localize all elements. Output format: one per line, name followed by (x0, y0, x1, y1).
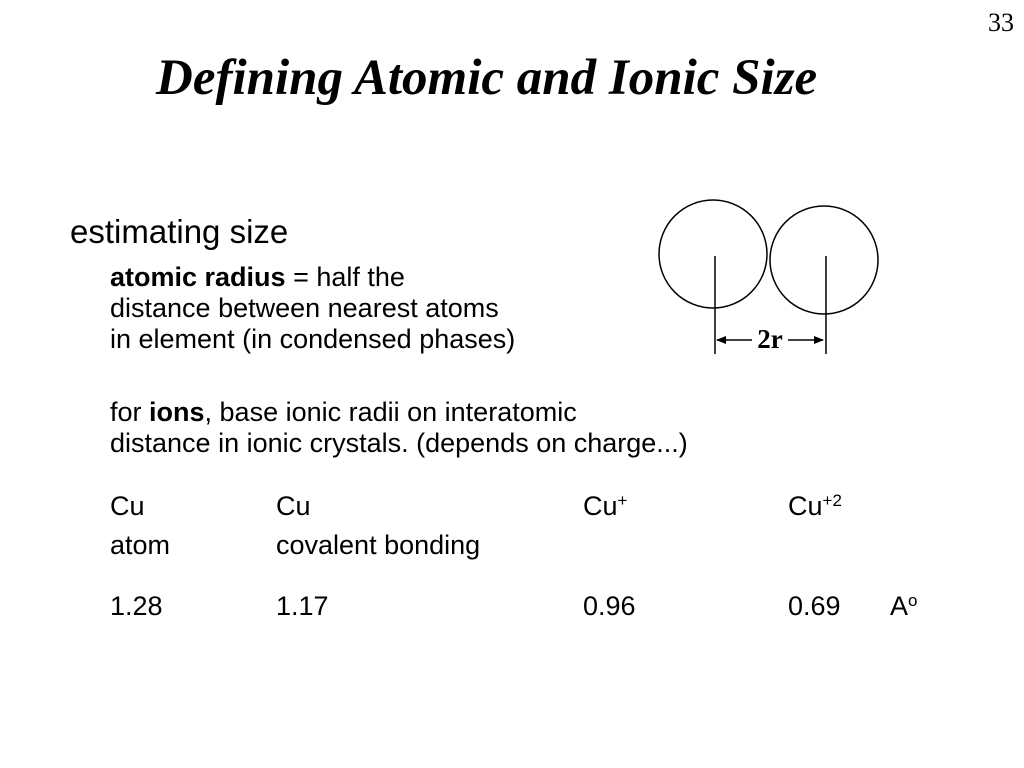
left-atom-circle (659, 200, 767, 308)
col-3-value: 0.96 (583, 591, 636, 621)
col-2-header (276, 490, 311, 522)
col-4-value: 0.69 (788, 591, 841, 621)
col-2-name: Cu (276, 491, 311, 521)
right-atom-circle (770, 206, 878, 314)
section-heading: estimating size (70, 213, 289, 250)
ions-term: ions (149, 397, 205, 427)
col-1-name: Cu (110, 491, 145, 521)
ions-line-1-text: , base ionic radii on interatomic (204, 397, 577, 427)
atomic-radius-line-2: distance between nearest atoms (110, 293, 499, 323)
ions-prefix: for (110, 397, 150, 427)
ions-line-2: distance in ionic crystals. (depends on charge...) (110, 428, 688, 458)
unit-base: A (890, 591, 909, 621)
slide-title: Defining Atomic and Ionic Size (156, 50, 818, 106)
page-number: 33 (988, 8, 1014, 37)
col-3-name: Cu (583, 491, 618, 521)
atomic-radius-line-1 (110, 262, 405, 293)
col-1-header (110, 490, 145, 522)
atomic-radius-line-3: in element (in condensed phases) (110, 324, 516, 354)
col-2-subheader: covalent bonding (276, 530, 481, 560)
col-4-charge: +2 (822, 491, 842, 510)
col-4-name: Cu (788, 491, 823, 521)
col-4-header (788, 490, 842, 522)
col-1-value: 1.28 (110, 591, 163, 621)
diagram-label-2r: 2r (757, 324, 783, 354)
unit-angstrom (890, 590, 917, 622)
atomic-radius-diagram (640, 190, 900, 365)
col-1-subheader: atom (110, 530, 171, 560)
atomic-radius-line-1-text: = half the (285, 262, 405, 292)
atomic-radius-term: atomic radius (110, 262, 286, 292)
ions-line-1 (110, 397, 577, 428)
unit-sup: o (908, 591, 918, 610)
col-3-charge: + (617, 491, 628, 510)
col-3-header (583, 490, 627, 522)
col-2-value: 1.17 (276, 591, 329, 621)
